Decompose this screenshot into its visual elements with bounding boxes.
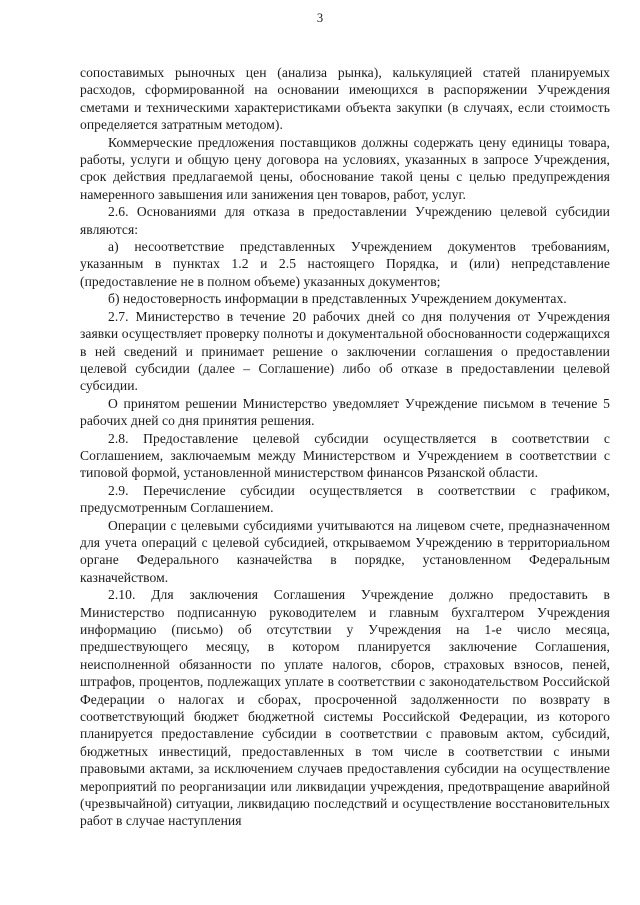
document-body — [80, 64, 610, 830]
paragraph-2-7: 2.7. Министерство в течение 20 рабочих дней со дня получения от Учреждения заявки осуществляет проверку полноты и документальной обоснованности содержащихся в ней сведений и принимает решение о заключении соглашения о предоставлении целевой субсидии (далее – Соглашение) либо об отказе в предоставлении целевой субсидии. — [80, 308, 610, 394]
paragraph-operations: Операции с целевыми субсидиями учитываются на лицевом счете, предназначенном для учета операций с целевой субсидией, открываемом Учреждению в территориальном органе Федерального казначейства в порядке, установленном Федеральным казначейством. — [80, 517, 610, 585]
paragraph-2-6: 2.6. Основаниями для отказа в предоставлении Учреждению целевой субсидии являются: — [80, 204, 610, 237]
paragraph-2-10: 2.10. Для заключения Соглашения Учреждение должно предоставить в Министерство подписанную руководителем и главным бухгалтером Учреждения информацию (письмо) об отсутствии у Учреждения на 1-е число месяца, предшествующего месяцу, в котором планируется заключение Соглашения, неисполненной обязанности по уплате налогов, сборов, страховых взносов, пеней, штрафов, процентов, подлежащих уплате в соответствии с законодательством Российской Федерации о налогах и сборах, просроченной задолженности по возврату в соответствующий бюджет бюджетной системы Российской Федерации, из которого планируется предоставление субсидии в соответствии с правовым актом, субсидий, бюджетных инвестиций, предоставленных в том числе в соответствии с иными правовыми актами, за исключением случаев предоставления субсидии на осуществление мероприятий по реорганизации или ликвидации учреждения, предотвращение аварийной (чрезвычайной) ситуации, ликвидацию последствий и осуществление восстановительных работ в случае наступления — [80, 587, 610, 829]
paragraph-2-6-b: б) недостоверность информации в представленных Учреждением документах. — [108, 291, 567, 307]
paragraph-continuation: сопоставимых рыночных цен (анализа рынка), калькуляцией статей планируемых расходов, сформированной на основании имеющихся в распоряжении Учреждения сметами и техническими характеристиками объекта закупки (в случаях, если стоимость определяется затратным методом). — [80, 65, 610, 133]
paragraph-2-8: 2.8. Предоставление целевой субсидии осуществляется в соответствии с Соглашением, заключаемым между Министерством и Учреждением в соответствии с типовой формой, установленной министерством финансов Рязанской области. — [80, 430, 610, 481]
page-number: 3 — [316, 11, 324, 25]
paragraph-2-9: 2.9. Перечисление субсидии осуществляется в соответствии с графиком, предусмотренным Соглашением. — [80, 482, 610, 516]
paragraph-2-6-a: а) несоответствие представленных Учреждением документов требованиям, указанным в пунктах 1.2 и 2.5 настоящего Порядка, и (или) непредставление (предоставление не в полном объеме) указанных документов; — [80, 239, 610, 289]
paragraph-decision-notice: О принятом решении Министерство уведомляет Учреждение письмом в течение 5 рабочих дней со дня принятия решения. — [80, 395, 610, 429]
paragraph-commercial-offers: Коммерческие предложения поставщиков должны содержать цену единицы товара, работы, услуги и общую цену договора на условиях, указанных в запросе Учреждения, срок действия предлагаемой цены, обоснование такой цены с целью предупреждения намеренного завышения или занижения цен товаров, работ, услуг. — [80, 134, 610, 202]
